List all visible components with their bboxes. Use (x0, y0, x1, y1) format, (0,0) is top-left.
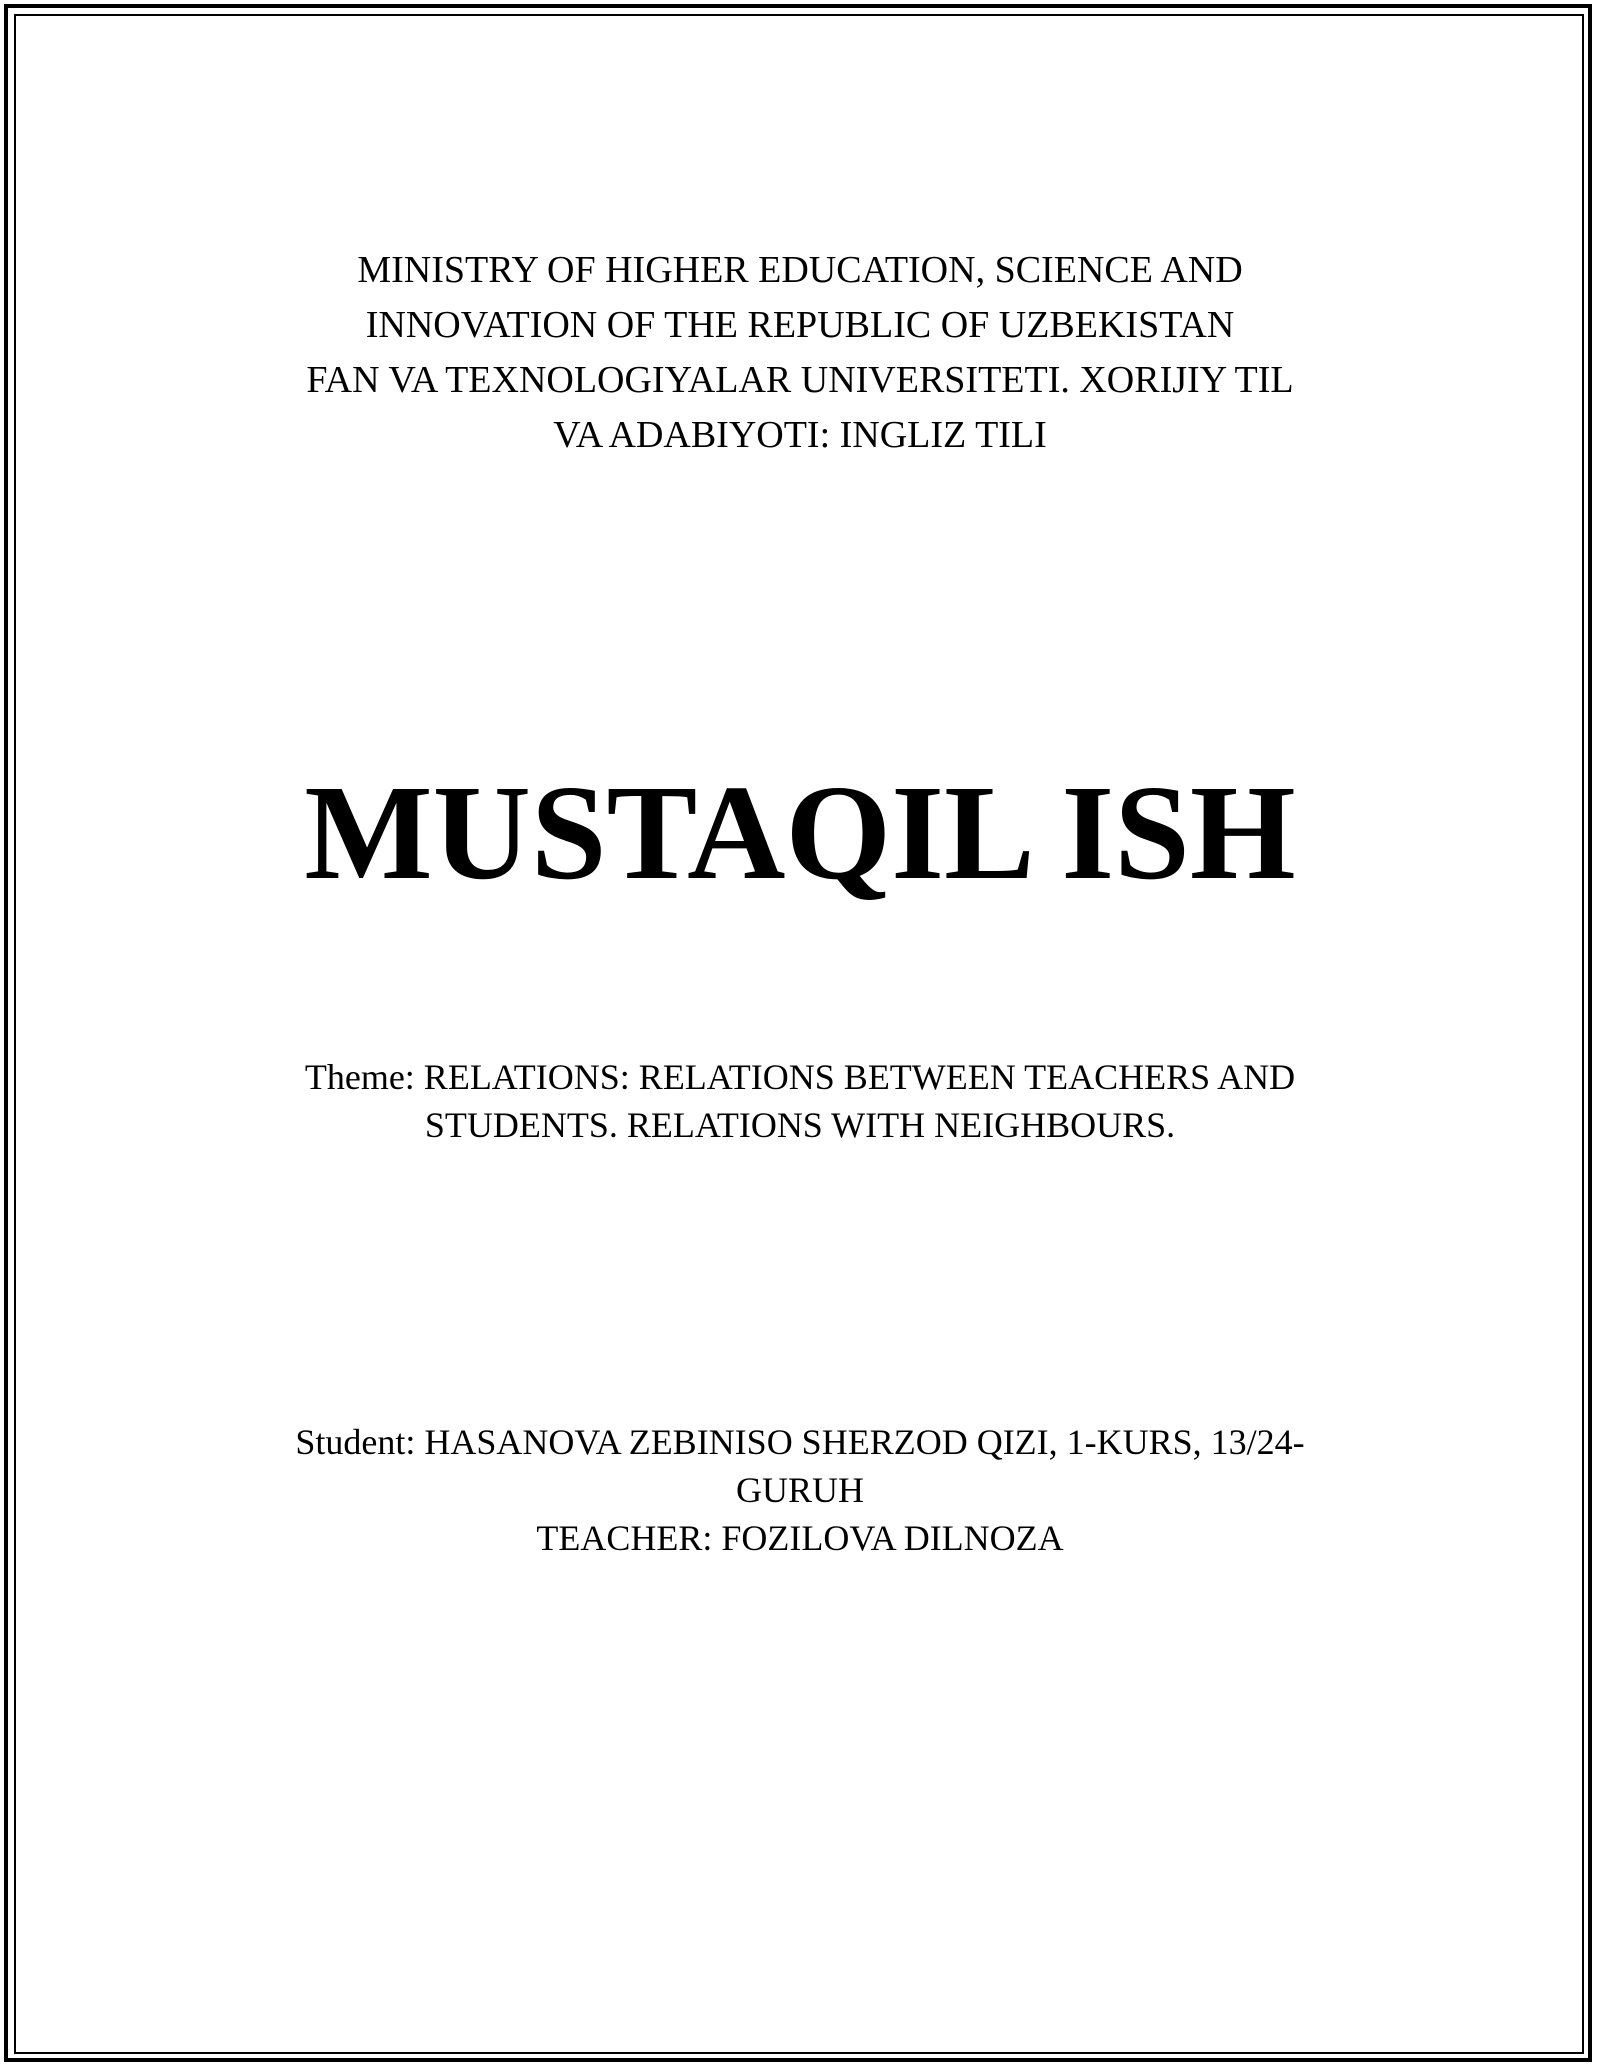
student-line: Student: HASANOVA ZEBINISO SHERZOD QIZI, 1-KURS, 13/24- (295, 1422, 1305, 1462)
teacher-line: TEACHER: FOZILOVA DILNOZA (536, 1518, 1064, 1558)
document-title (240, 758, 1360, 908)
theme-line: Theme: RELATIONS: RELATIONS BETWEEN TEACHERS AND (304, 1057, 1296, 1097)
theme-line: STUDENTS. RELATIONS WITH NEIGHBOURS. (424, 1105, 1176, 1145)
title-text: MUSTAQIL ISH (304, 758, 1296, 908)
header-line: VA ADABIYOTI: INGLIZ TILI (553, 414, 1047, 456)
student-group-line: GURUH (735, 1470, 864, 1510)
header-line: MINISTRY OF HIGHER EDUCATION, SCIENCE AND (357, 249, 1243, 291)
header-line: FAN VA TEXNOLOGIYALAR UNIVERSITETI. XORIJIY TIL (306, 359, 1294, 401)
header-line: INNOVATION OF THE REPUBLIC OF UZBEKISTAN (365, 304, 1235, 346)
student-info-block (240, 1418, 1360, 1562)
theme-block (240, 1053, 1360, 1149)
institution-header (240, 243, 1360, 463)
